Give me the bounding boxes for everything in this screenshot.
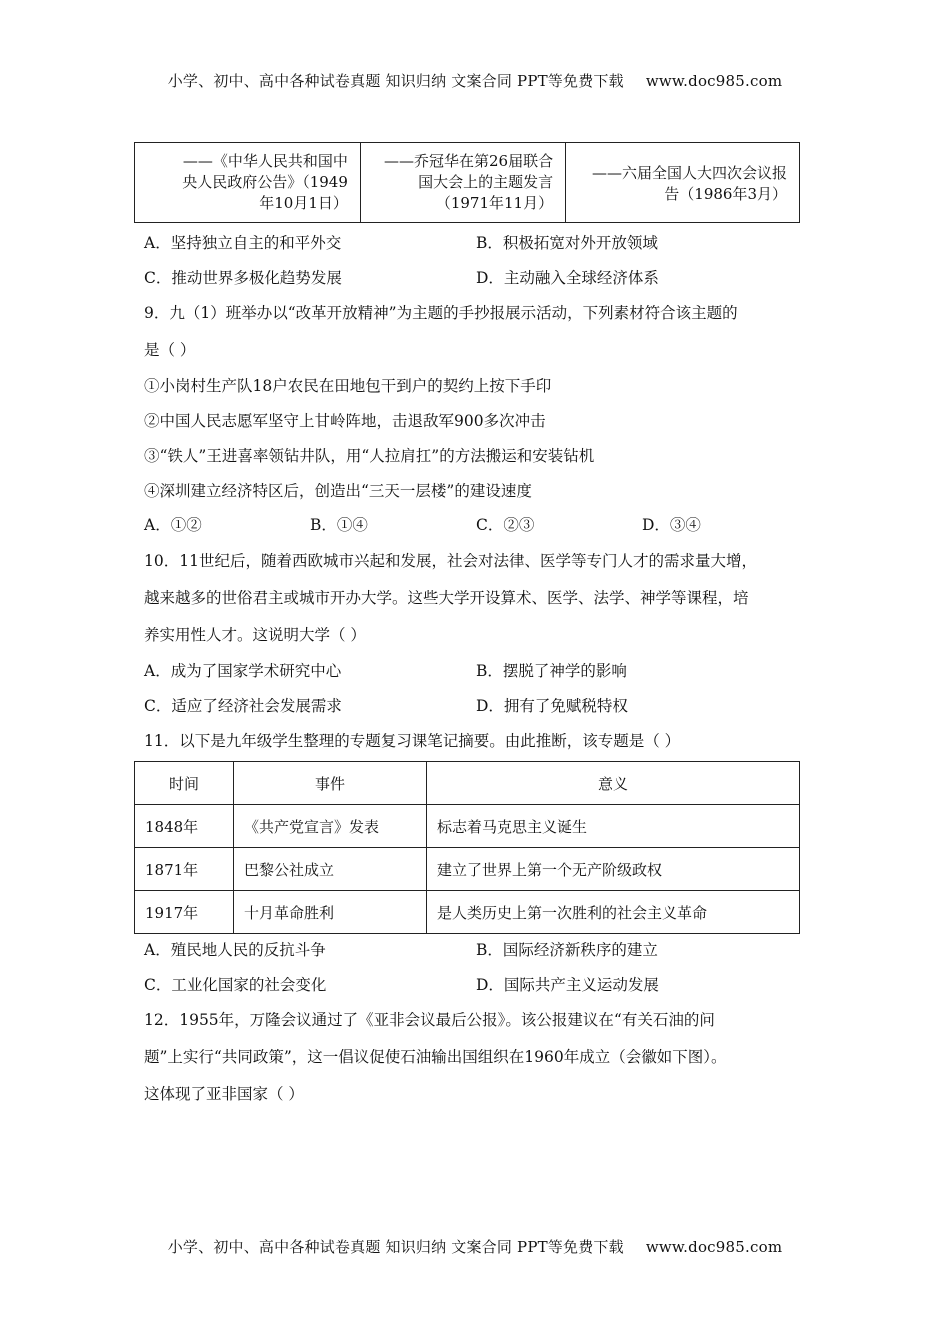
q12-stem-cont-1: 题”上实行“共同政策”，这一倡议促使石油输出国组织在1960年成立（会徽如下图）。 [144, 1048, 727, 1066]
q12-stem-cont-2: 这体现了亚非国家（ ） [144, 1085, 304, 1103]
table-row: 1848年 《共产党宣言》发表 标志着马克思主义诞生 [135, 805, 800, 848]
q10-option-a: A．成为了国家学术研究中心 [144, 662, 342, 680]
table-row: 1917年 十月革命胜利 是人类历史上第一次胜利的社会主义革命 [135, 891, 800, 934]
col-header-event: 事件 [234, 762, 427, 805]
q8-option-c: C．推动世界多极化趋势发展 [144, 269, 342, 287]
page-header [0, 70, 950, 91]
q8-option-b: B．积极拓宽对外开放领域 [476, 234, 658, 252]
col-header-time: 时间 [135, 762, 234, 805]
table-row: 1871年 巴黎公社成立 建立了世界上第一个无产阶级政权 [135, 848, 800, 891]
q9-item-4: ④深圳建立经济特区后，创造出“三天一层楼”的建设速度 [144, 482, 532, 500]
q9-option-b: B．①④ [310, 516, 368, 534]
notes-table [134, 761, 800, 934]
col-header-significance: 意义 [427, 762, 800, 805]
q11-option-d: D．国际共产主义运动发展 [476, 976, 659, 994]
q9-item-3: ③“铁人”王进喜率领钻井队，用“人拉肩扛”的方法搬运和安装钻机 [144, 447, 595, 465]
q11-option-c: C．工业化国家的社会变化 [144, 976, 327, 994]
q9-stem: 9．九（1）班举办以“改革开放精神”为主题的手抄报展示活动，下列素材符合该主题的 [144, 304, 738, 322]
q11-option-a: A．殖民地人民的反抗斗争 [144, 941, 326, 959]
q10-option-c: C．适应了经济社会发展需求 [144, 697, 342, 715]
q9-stem-cont: 是（ ） [144, 341, 196, 359]
quote-cell-1: ——《中华人民共和国中 央人民政府公告》（1949 年10月1日） [135, 143, 361, 223]
q9-item-1: ①小岗村生产队18户农民在田地包干到户的契约上按下手印 [144, 377, 552, 395]
q10-stem: 10．11世纪后，随着西欧城市兴起和发展，社会对法律、医学等专门人才的需求量大增， [144, 552, 757, 570]
q9-option-c: C．②③ [476, 516, 535, 534]
quote-cell-3: ——六届全国人大四次会议报 告（1986年3月） [566, 143, 800, 223]
q9-item-2: ②中国人民志愿军坚守上甘岭阵地，击退敌军900多次冲击 [144, 412, 546, 430]
q10-stem-cont-1: 越来越多的世俗君主或城市开办大学。这些大学开设算术、医学、法学、神学等课程，培 [144, 589, 749, 607]
q10-option-b: B．摆脱了神学的影响 [476, 662, 627, 680]
q8-option-a: A．坚持独立自主的和平外交 [144, 234, 342, 252]
q11-option-b: B．国际经济新秩序的建立 [476, 941, 658, 959]
q12-stem: 12．1955年，万隆会议通过了《亚非会议最后公报》。该公报建议在“有关石油的问 [144, 1011, 715, 1029]
header-text: 小学、初中、高中各种试卷真题 知识归纳 文案合同 PPT等免费下载 [167, 72, 624, 90]
quote-table [134, 142, 800, 223]
footer-url[interactable]: www.doc985.com [645, 1238, 783, 1256]
page-footer [0, 1236, 950, 1257]
q11-stem: 11．以下是九年级学生整理的专题复习课笔记摘要。由此推断，该专题是（ ） [144, 732, 681, 750]
q9-option-d: D．③④ [642, 516, 701, 534]
footer-text: 小学、初中、高中各种试卷真题 知识归纳 文案合同 PPT等免费下载 [167, 1238, 624, 1256]
q10-option-d: D．拥有了免赋税特权 [476, 697, 628, 715]
q8-option-d: D．主动融入全球经济体系 [476, 269, 659, 287]
q9-option-a: A．①② [144, 516, 202, 534]
quote-cell-2: ——乔冠华在第26届联合 国大会上的主题发言 （1971年11月） [360, 143, 565, 223]
q10-stem-cont-2: 养实用性人才。这说明大学（ ） [144, 626, 366, 644]
header-url[interactable]: www.doc985.com [645, 72, 783, 90]
